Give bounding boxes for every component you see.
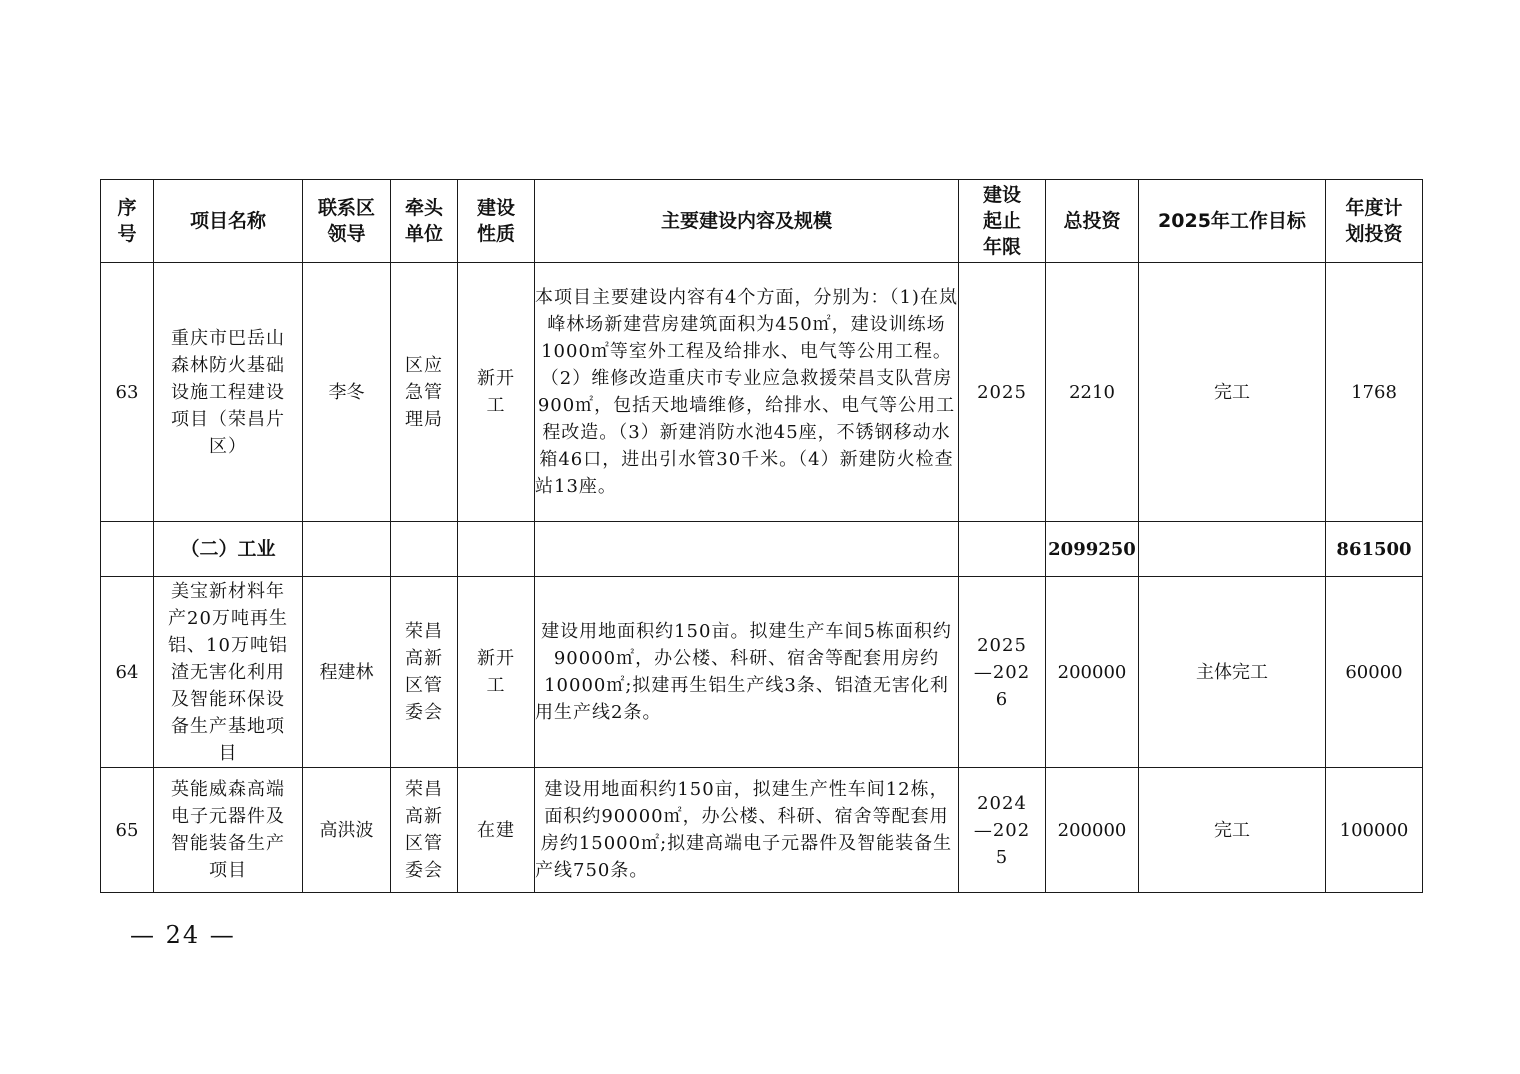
cell-period: 2025—2026 xyxy=(959,577,1046,768)
cell-total: 200000 xyxy=(1046,768,1139,893)
cell-unit: 荣昌高新区管委会 xyxy=(391,768,458,893)
cell-seq: 64 xyxy=(101,577,154,768)
table-row xyxy=(101,263,1423,522)
cell-seq: 65 xyxy=(101,768,154,893)
cell-nature: 新开工 xyxy=(458,577,535,768)
cell-content: 本项目主要建设内容有4个方面，分别为：（1)在岚峰林场新建营房建筑面积为450㎡，建设训练场1000㎡等室外工程及给排水、电气等公用工程。（2）维修改造重庆市专业应急救援荣昌支队营房900㎡，包括天地墙维修，给排水、电气等公用工程改造。（3）新建消防水池45座，不锈钢移动水箱46口，进出引水管30千米。（4）新建防火检查站13座。 xyxy=(535,263,959,522)
header-period: 建设起止年限 xyxy=(959,180,1046,263)
cell-period: 2025 xyxy=(959,263,1046,522)
page-number: — 24 — xyxy=(130,921,236,949)
cell-content: 建设用地面积约150亩。拟建生产车间5栋面积约90000㎡，办公楼、科研、宿舍等配套用房约10000㎡;拟建再生铝生产线3条、铝渣无害化利用生产线2条。 xyxy=(535,577,959,768)
cell-plan: 100000 xyxy=(1326,768,1423,893)
cell-period xyxy=(959,522,1046,577)
cell-goal: 完工 xyxy=(1139,263,1326,522)
cell-leader: 程建林 xyxy=(303,577,391,768)
header-seq: 序号 xyxy=(101,180,154,263)
section-title: （二）工业 xyxy=(154,522,303,577)
cell-leader xyxy=(303,522,391,577)
cell-plan: 60000 xyxy=(1326,577,1423,768)
cell-content: 建设用地面积约150亩，拟建生产性车间12栋，面积约90000㎡，办公楼、科研、宿舍等配套用房约15000㎡;拟建高端电子元器件及智能装备生产线750条。 xyxy=(535,768,959,893)
header-total: 总投资 xyxy=(1046,180,1139,263)
cell-seq: 63 xyxy=(101,263,154,522)
header-content: 主要建设内容及规模 xyxy=(535,180,959,263)
cell-seq xyxy=(101,522,154,577)
cell-nature xyxy=(458,522,535,577)
cell-unit: 荣昌高新区管委会 xyxy=(391,577,458,768)
cell-nature: 新开工 xyxy=(458,263,535,522)
cell-goal xyxy=(1139,522,1326,577)
cell-period: 2024—2025 xyxy=(959,768,1046,893)
header-leader: 联系区领导 xyxy=(303,180,391,263)
cell-leader: 高洪波 xyxy=(303,768,391,893)
header-name: 项目名称 xyxy=(154,180,303,263)
section-plan: 861500 xyxy=(1326,522,1423,577)
cell-nature: 在建 xyxy=(458,768,535,893)
cell-unit xyxy=(391,522,458,577)
cell-leader: 李冬 xyxy=(303,263,391,522)
section-total: 2099250 xyxy=(1046,522,1139,577)
cell-unit: 区应急管理局 xyxy=(391,263,458,522)
table-header-row xyxy=(101,180,1423,263)
cell-total: 200000 xyxy=(1046,577,1139,768)
cell-content xyxy=(535,522,959,577)
cell-plan: 1768 xyxy=(1326,263,1423,522)
table-row xyxy=(101,768,1423,893)
cell-goal: 完工 xyxy=(1139,768,1326,893)
cell-total: 2210 xyxy=(1046,263,1139,522)
header-plan: 年度计划投资 xyxy=(1326,180,1423,263)
section-row xyxy=(101,522,1423,577)
header-nature: 建设性质 xyxy=(458,180,535,263)
table-row xyxy=(101,577,1423,768)
cell-name: 重庆市巴岳山森林防火基础设施工程建设项目（荣昌片区） xyxy=(154,263,303,522)
cell-name: 英能威森高端电子元器件及智能装备生产项目 xyxy=(154,768,303,893)
header-unit: 牵头单位 xyxy=(391,180,458,263)
cell-name: 美宝新材料年产20万吨再生铝、10万吨铝渣无害化利用及智能环保设备生产基地项目 xyxy=(154,577,303,768)
project-table xyxy=(100,179,1423,893)
header-goal: 2025年工作目标 xyxy=(1139,180,1326,263)
cell-goal: 主体完工 xyxy=(1139,577,1326,768)
